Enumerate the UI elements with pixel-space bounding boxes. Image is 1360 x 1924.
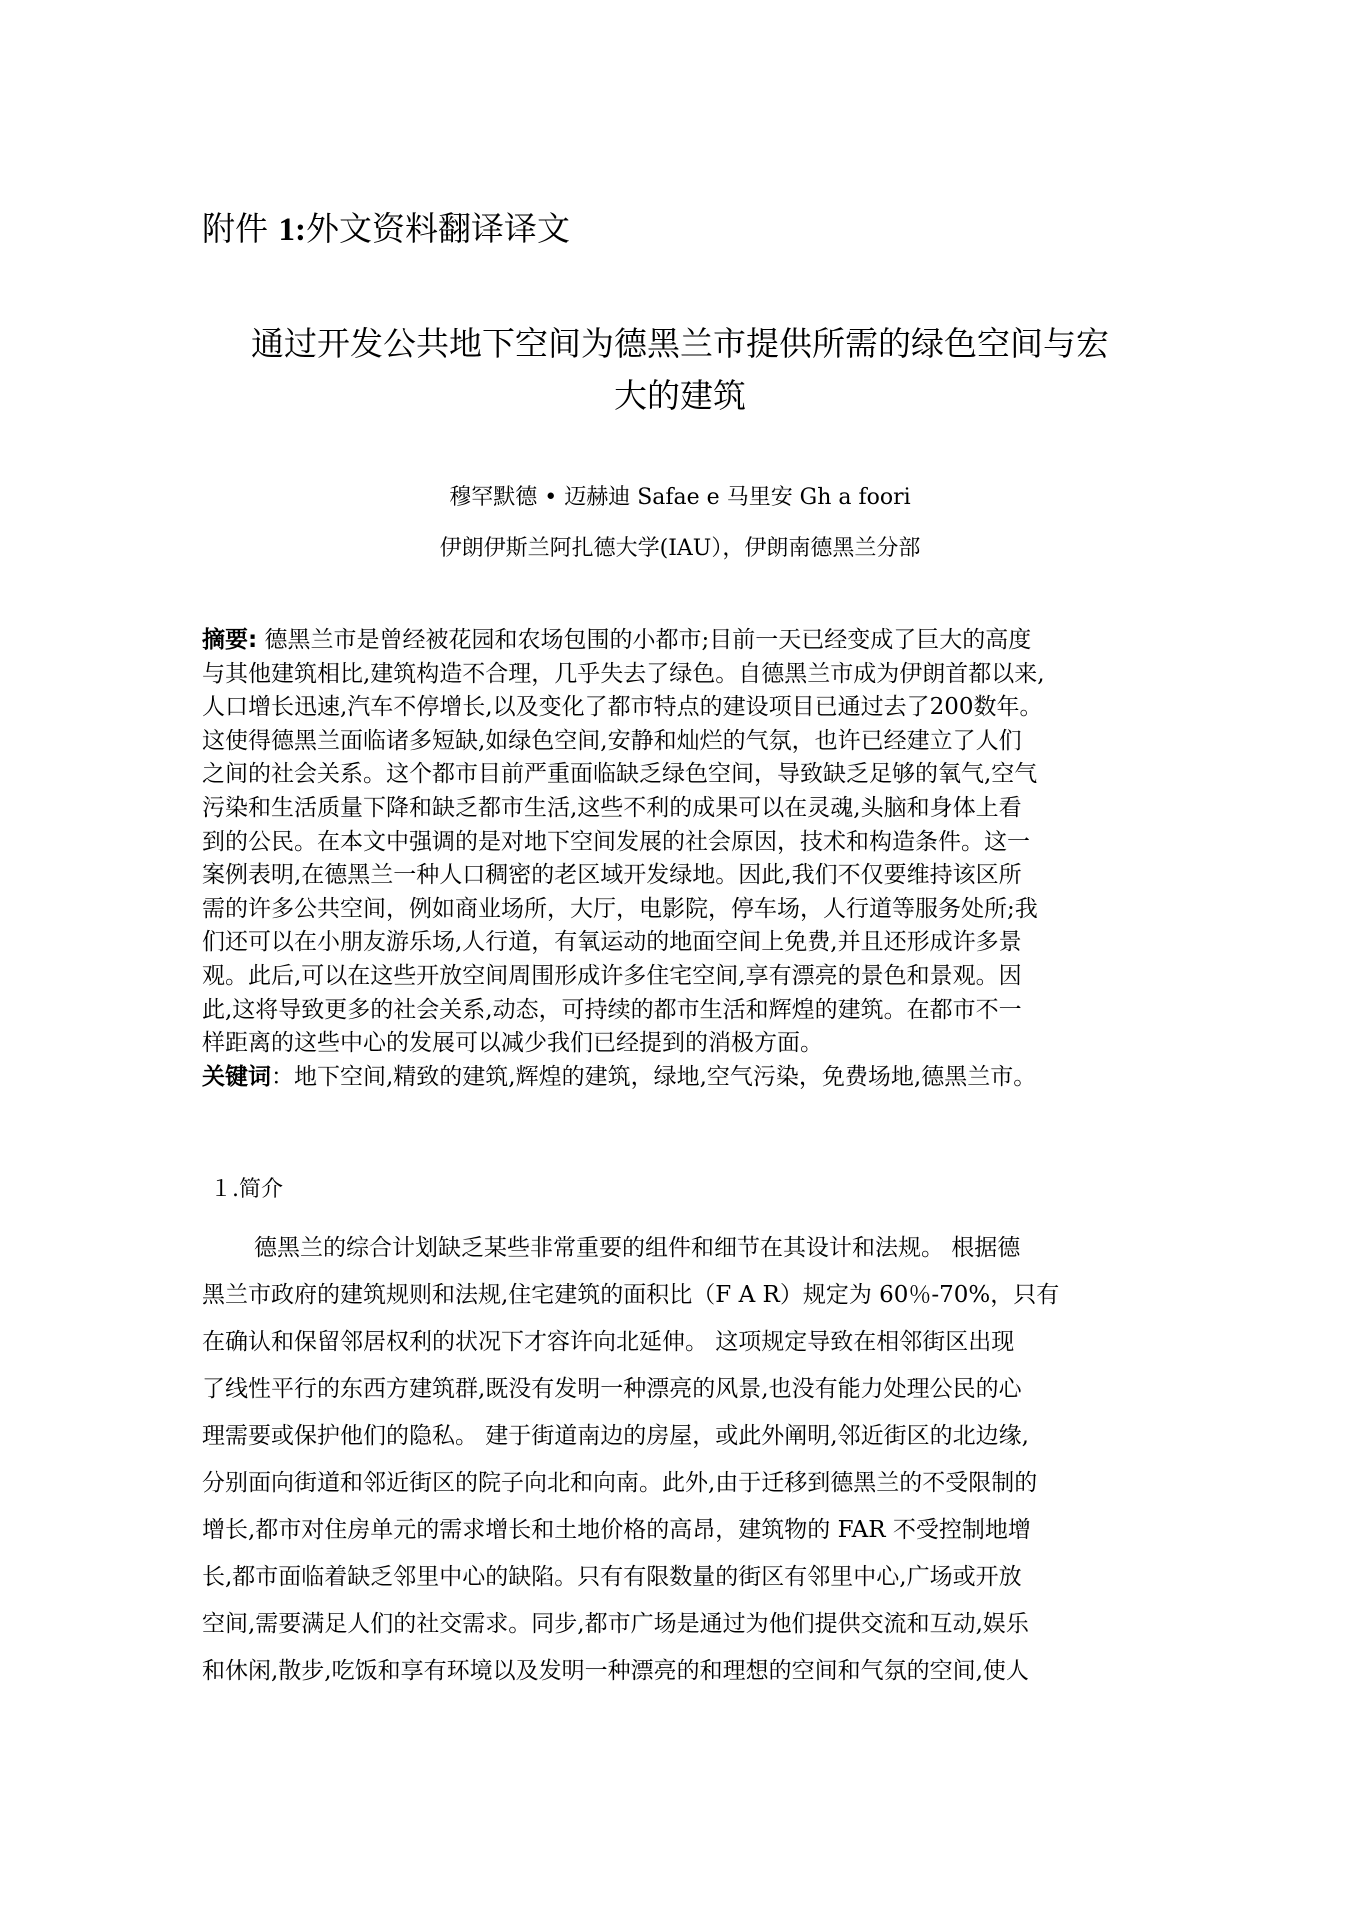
abstract-line: 之间的社会关系。这个都市目前严重面临缺乏绿色空间，导致缺乏足够的氧气,空气 [202,761,1038,788]
abstract-line: 们还可以在小朋友游乐场,人行道，有氧运动的地面空间上免费,并且还形成许多景 [202,929,1022,956]
body-line: 在确认和保留邻居权利的状况下才容许向北延伸。 这项规定导致在相邻街区出现 [202,1329,1015,1355]
appendix-heading-prefix: 附件 [202,209,279,248]
affiliation: 伊朗伊斯兰阿扎德大学(IAU），伊朗南德黑兰分部 [439,536,921,561]
abstract-line: 人口增长迅速,汽车不停增长,以及变化了都市特点的建设项目已通过去了200数年。 [202,694,1043,721]
abstract-text: 德黑兰市是曾经被花园和农场包围的小都市;目前一天已经变成了巨大的高度 [257,627,1032,653]
body-line: 和休闲,散步,吃饭和享有环境以及发明一种漂亮的和理想的空间和气氛的空间,使人 [202,1658,1029,1684]
abstract-line: 此,这将导致更多的社会关系,动态，可持续的都市生活和辉煌的建筑。在都市不一 [202,996,1022,1023]
abstract-label: 摘要: [202,627,258,653]
body-line: 分别面向街道和邻近街区的院子向北和向南。此外,由于迁移到德黑兰的不受限制的 [202,1470,1038,1496]
keywords-label: 关键词 [202,1063,271,1090]
paper-title [180,318,1180,422]
authors: 穆罕默德 • 迈赫迪 Safae e 马里安 Gh a foori [449,485,911,510]
abstract-line [202,624,1045,658]
body-line: 黑兰市政府的建筑规则和法规,住宅建筑的面积比（F A R）规定为 60％-70%，只有 [202,1282,1060,1308]
abstract-line: 需的许多公共空间，例如商业场所，大厅，电影院，停车场，人行道等服务处所;我 [202,895,1038,922]
keywords-text: ：地下空间,精致的建筑,辉煌的建筑，绿地,空气污染，免费场地,德黑兰市。 [271,1063,1037,1090]
keywords-line [202,1061,1045,1095]
body-line: 长,都市面临着缺乏邻里中心的缺陷。只有有限数量的街区有邻里中心,广场或开放 [202,1564,1022,1590]
abstract-line: 污染和生活质量下降和缺乏都市生活,这些不利的成果可以在灵魂,头脑和身体上看 [202,794,1022,821]
body-line: 增长,都市对住房单元的需求增长和土地价格的高昂，建筑物的 FAR 不受控制地增 [202,1517,1031,1543]
abstract-line: 这使得德黑兰面临诸多短缺,如绿色空间,安静和灿烂的气氛，也许已经建立了人们 [202,727,1022,754]
abstract-line: 观。此后,可以在这些开放空间周围形成许多住宅空间,享有漂亮的景色和景观。因 [202,962,1022,989]
body-line: 了线性平行的东西方建筑群,既没有发明一种漂亮的风景,也没有能力处理公民的心 [202,1376,1022,1402]
abstract-line: 与其他建筑相比,建筑构造不合理，几乎失去了绿色。自德黑兰市成为伊朗首都以来, [202,660,1045,687]
appendix-heading-text: 外文资料翻译译文 [306,209,570,248]
paper-title-line-1: 通过开发公共地下空间为德黑兰市提供所需的绿色空间与宏 [251,324,1109,363]
abstract-line: 到的公民。在本文中强调的是对地下空间发展的社会原因，技术和构造条件。这一 [202,828,1030,855]
paper-title-line-2: 大的建筑 [614,376,746,415]
body-line: 德黑兰的综合计划缺乏某些非常重要的组件和细节在其设计和法规。 根据德 [254,1235,1021,1261]
abstract [202,624,1045,1094]
appendix-heading-number: 1: [278,212,306,248]
body-line: 空间,需要满足人们的社交需求。同步,都市广场是通过为他们提供交流和互动,娱乐 [202,1611,1029,1637]
body-line: 理需要或保护他们的隐私。 建于街道南边的房屋，或此外阐明,邻近街区的北边缘, [202,1423,1029,1449]
abstract-line: 案例表明,在德黑兰一种人口稠密的老区域开发绿地。因此,我们不仅要维持该区所 [202,862,1022,889]
section-heading-introduction: １.简介 [210,1177,283,1202]
body-text [202,1225,1059,1695]
abstract-line: 样距离的这些中心的发展可以减少我们已经提到的消极方面。 [202,1030,823,1057]
appendix-heading [202,207,570,252]
